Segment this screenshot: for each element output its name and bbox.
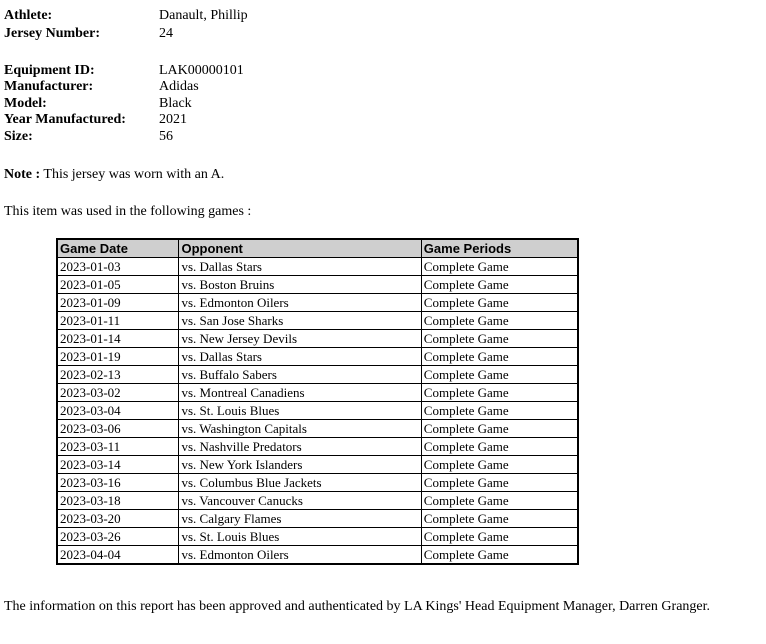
game-date-cell: 2023-03-18 <box>57 492 179 510</box>
game-periods-cell: Complete Game <box>421 546 578 565</box>
game-date-cell: 2023-03-04 <box>57 402 179 420</box>
manufacturer-row <box>4 78 199 95</box>
game-periods-cell: Complete Game <box>421 258 578 276</box>
game-date-cell: 2023-02-13 <box>57 366 179 384</box>
header-game-periods: Game Periods <box>421 239 578 258</box>
table-row <box>57 366 578 384</box>
game-periods-cell: Complete Game <box>421 312 578 330</box>
game-date-cell: 2023-03-11 <box>57 438 179 456</box>
table-row <box>57 312 578 330</box>
game-periods-cell: Complete Game <box>421 384 578 402</box>
table-row <box>57 528 578 546</box>
table-row <box>57 420 578 438</box>
model-value: Black <box>159 96 192 111</box>
game-date-cell: 2023-03-16 <box>57 474 179 492</box>
size-label: Size: <box>4 129 33 144</box>
opponent-cell: vs. Edmonton Oilers <box>179 546 421 565</box>
game-periods-cell: Complete Game <box>421 348 578 366</box>
table-row <box>57 258 578 276</box>
games-table-header <box>57 239 578 258</box>
table-row <box>57 456 578 474</box>
note-label: Note : <box>4 167 41 182</box>
athlete-label: Athlete: <box>4 8 53 23</box>
game-date-cell: 2023-01-11 <box>57 312 179 330</box>
athlete-value: Danault, Phillip <box>159 8 248 23</box>
opponent-cell: vs. Boston Bruins <box>179 276 421 294</box>
year-manufactured-label: Year Manufactured: <box>4 112 126 127</box>
year-manufactured-value: 2021 <box>159 112 187 127</box>
opponent-cell: vs. New Jersey Devils <box>179 330 421 348</box>
opponent-cell: vs. Dallas Stars <box>179 348 421 366</box>
year-manufactured-row <box>4 111 187 128</box>
note-text: This jersey was worn with an A. <box>40 167 225 182</box>
table-row <box>57 402 578 420</box>
table-row <box>57 330 578 348</box>
game-periods-cell: Complete Game <box>421 456 578 474</box>
game-date-cell: 2023-01-09 <box>57 294 179 312</box>
game-periods-cell: Complete Game <box>421 294 578 312</box>
opponent-cell: vs. San Jose Sharks <box>179 312 421 330</box>
game-periods-cell: Complete Game <box>421 330 578 348</box>
table-row <box>57 294 578 312</box>
header-opponent: Opponent <box>179 239 421 258</box>
opponent-cell: vs. Montreal Canadiens <box>179 384 421 402</box>
game-periods-cell: Complete Game <box>421 492 578 510</box>
table-row <box>57 384 578 402</box>
opponent-cell: vs. Calgary Flames <box>179 510 421 528</box>
game-periods-cell: Complete Game <box>421 528 578 546</box>
jersey-number-label: Jersey Number: <box>4 26 101 41</box>
model-label: Model: <box>4 96 47 111</box>
table-row <box>57 492 578 510</box>
note <box>4 166 224 183</box>
opponent-cell: vs. Buffalo Sabers <box>179 366 421 384</box>
opponent-cell: vs. Columbus Blue Jackets <box>179 474 421 492</box>
table-row <box>57 546 578 565</box>
jersey-number-value: 24 <box>159 26 173 41</box>
opponent-cell: vs. New York Islanders <box>179 456 421 474</box>
game-date-cell: 2023-04-04 <box>57 546 179 565</box>
jersey-number-row <box>4 25 173 42</box>
game-periods-cell: Complete Game <box>421 420 578 438</box>
games-intro: This item was used in the following games : <box>4 204 252 219</box>
table-row <box>57 474 578 492</box>
game-date-cell: 2023-03-14 <box>57 456 179 474</box>
equipment-id-row <box>4 62 244 79</box>
opponent-cell: vs. Vancouver Canucks <box>179 492 421 510</box>
game-periods-cell: Complete Game <box>421 402 578 420</box>
game-periods-cell: Complete Game <box>421 474 578 492</box>
game-date-cell: 2023-01-19 <box>57 348 179 366</box>
opponent-cell: vs. Nashville Predators <box>179 438 421 456</box>
game-date-cell: 2023-03-02 <box>57 384 179 402</box>
game-date-cell: 2023-01-14 <box>57 330 179 348</box>
size-value: 56 <box>159 129 173 144</box>
manufacturer-value: Adidas <box>159 79 199 94</box>
equipment-id-label: Equipment ID: <box>4 63 95 78</box>
footer-text: The information on this report has been approved and authenticated by LA Kings' Head Equipment Manager, Darren Granger. <box>4 599 711 614</box>
game-date-cell: 2023-01-05 <box>57 276 179 294</box>
game-date-cell: 2023-03-26 <box>57 528 179 546</box>
table-row <box>57 276 578 294</box>
game-periods-cell: Complete Game <box>421 276 578 294</box>
opponent-cell: vs. St. Louis Blues <box>179 528 421 546</box>
model-row <box>4 95 192 112</box>
game-periods-cell: Complete Game <box>421 510 578 528</box>
game-periods-cell: Complete Game <box>421 366 578 384</box>
game-date-cell: 2023-01-03 <box>57 258 179 276</box>
games-table <box>56 238 579 565</box>
table-row <box>57 510 578 528</box>
game-periods-cell: Complete Game <box>421 438 578 456</box>
manufacturer-label: Manufacturer: <box>4 79 94 94</box>
game-date-cell: 2023-03-20 <box>57 510 179 528</box>
header-game-date: Game Date <box>57 239 179 258</box>
table-row <box>57 348 578 366</box>
size-row <box>4 128 173 145</box>
opponent-cell: vs. Washington Capitals <box>179 420 421 438</box>
opponent-cell: vs. Dallas Stars <box>179 258 421 276</box>
athlete-row <box>4 7 248 24</box>
table-row <box>57 438 578 456</box>
game-date-cell: 2023-03-06 <box>57 420 179 438</box>
equipment-id-value: LAK00000101 <box>159 63 244 78</box>
opponent-cell: vs. Edmonton Oilers <box>179 294 421 312</box>
opponent-cell: vs. St. Louis Blues <box>179 402 421 420</box>
